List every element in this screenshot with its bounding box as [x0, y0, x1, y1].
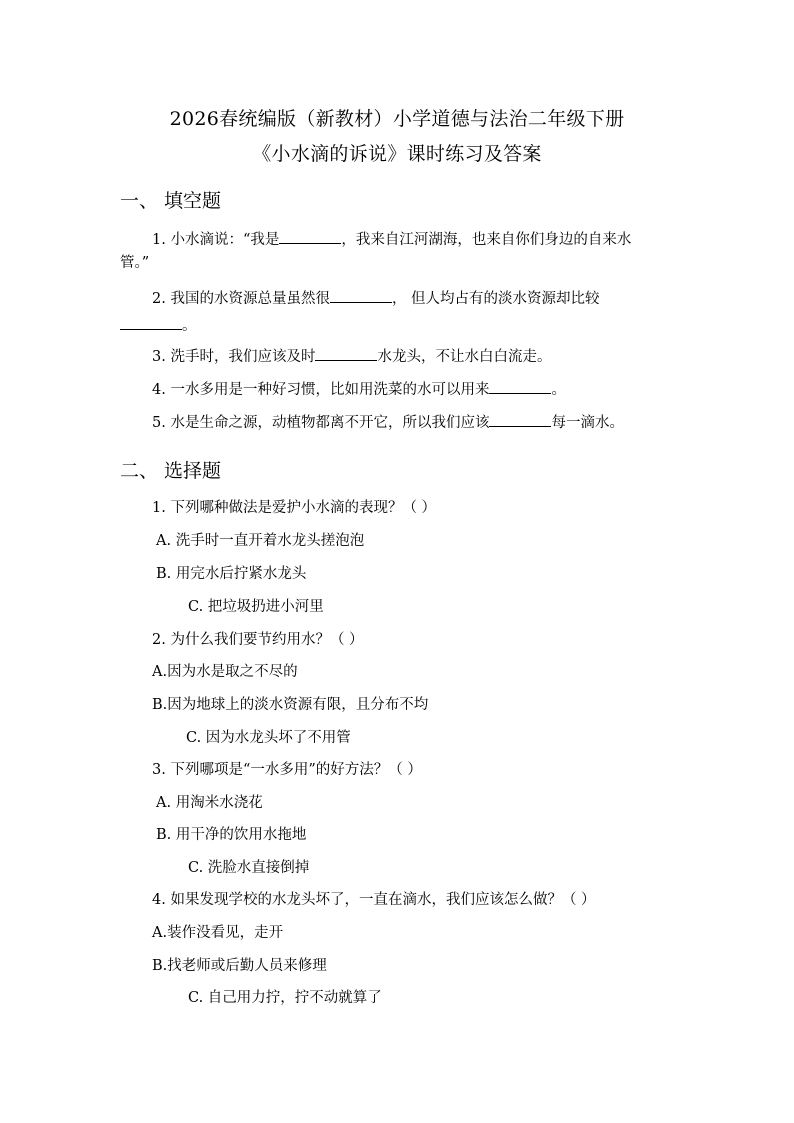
- fill-q4-text-b: 。: [551, 382, 566, 398]
- fill-q2-blank-2: [120, 315, 182, 330]
- choice-q1-option-c: C. 把垃圾扔进小河里: [188, 599, 324, 615]
- section-heading-fill: 一、 填空题: [120, 190, 222, 212]
- fill-q2-text-c: 。: [182, 318, 197, 334]
- fill-q5-text-a: 5. 水是生命之源，动植物都离不开它，所以我们应该: [152, 415, 490, 431]
- section-heading-choice: 二、 选择题: [120, 460, 222, 482]
- fill-q1-blank: [279, 229, 341, 244]
- fill-q3-blank: [315, 346, 377, 361]
- choice-q4-stem: 4. 如果发现学校的水龙头坏了，一直在滴水，我们应该怎么做？（ ）: [152, 892, 596, 908]
- fill-question-1-cont: 管。”: [120, 255, 150, 271]
- choice-q2-option-c: C. 因为水龙头坏了不用管: [186, 730, 351, 746]
- fill-q3-text-b: 水龙头，不让水白白流走。: [377, 349, 552, 365]
- choice-q4-option-b: B.找老师或后勤人员来修理: [152, 958, 327, 974]
- fill-question-5: [152, 412, 624, 432]
- fill-q4-blank: [489, 379, 551, 394]
- fill-q2-blank-1: [330, 288, 392, 303]
- fill-question-1: [152, 229, 631, 249]
- document-title: 2026春统编版（新教材）小学道德与法治二年级下册: [169, 108, 625, 130]
- choice-q3-option-b: B. 用干净的饮用水拖地: [156, 827, 307, 843]
- fill-q4-text-a: 4. 一水多用是一种好习惯，比如用洗菜的水可以用来: [152, 382, 490, 398]
- fill-question-3: [152, 346, 551, 366]
- choice-q1-stem: 1. 下列哪种做法是爱护小水滴的表现？（ ）: [152, 500, 437, 516]
- choice-q4-option-a: A.装作没看见，走开: [152, 925, 284, 941]
- fill-q2-text-a: 2. 我国的水资源总量虽然很: [152, 291, 330, 307]
- document-subtitle: 《小水滴的诉说》课时练习及答案: [252, 143, 542, 165]
- choice-q3-stem: 3. 下列哪项是“一水多用”的好方法？（ ）: [152, 762, 422, 778]
- choice-q2-option-a: A.因为水是取之不尽的: [152, 664, 298, 680]
- fill-q5-text-b: 每一滴水。: [551, 415, 624, 431]
- fill-q3-text-a: 3. 洗手时，我们应该及时: [152, 349, 316, 365]
- fill-q1-text-a: 1. 小水滴说：“我是: [152, 232, 280, 248]
- fill-question-2: [152, 288, 600, 308]
- choice-q1-option-b: B. 用完水后拧紧水龙头: [156, 566, 307, 582]
- choice-q1-option-a: A. 洗手时一直开着水龙头搓泡泡: [156, 533, 365, 549]
- choice-q3-option-c: C. 洗脸水直接倒掉: [188, 860, 310, 876]
- fill-question-4: [152, 379, 566, 399]
- choice-q2-option-b: B.因为地球上的淡水资源有限，且分布不均: [152, 697, 429, 713]
- choice-q4-option-c: C. 自己用力拧，拧不动就算了: [188, 990, 382, 1006]
- fill-q5-blank: [489, 412, 551, 427]
- choice-q3-option-a: A. 用淘米水浇花: [156, 795, 263, 811]
- fill-q1-text-b: ，我来自江河湖海，也来自你们身边的自来水: [341, 232, 632, 248]
- fill-question-2-cont: [120, 315, 197, 335]
- choice-q2-stem: 2. 为什么我们要节约用水？（ ）: [152, 632, 364, 648]
- fill-q2-text-b: ， 但人均占有的淡水资源却比较: [391, 291, 600, 307]
